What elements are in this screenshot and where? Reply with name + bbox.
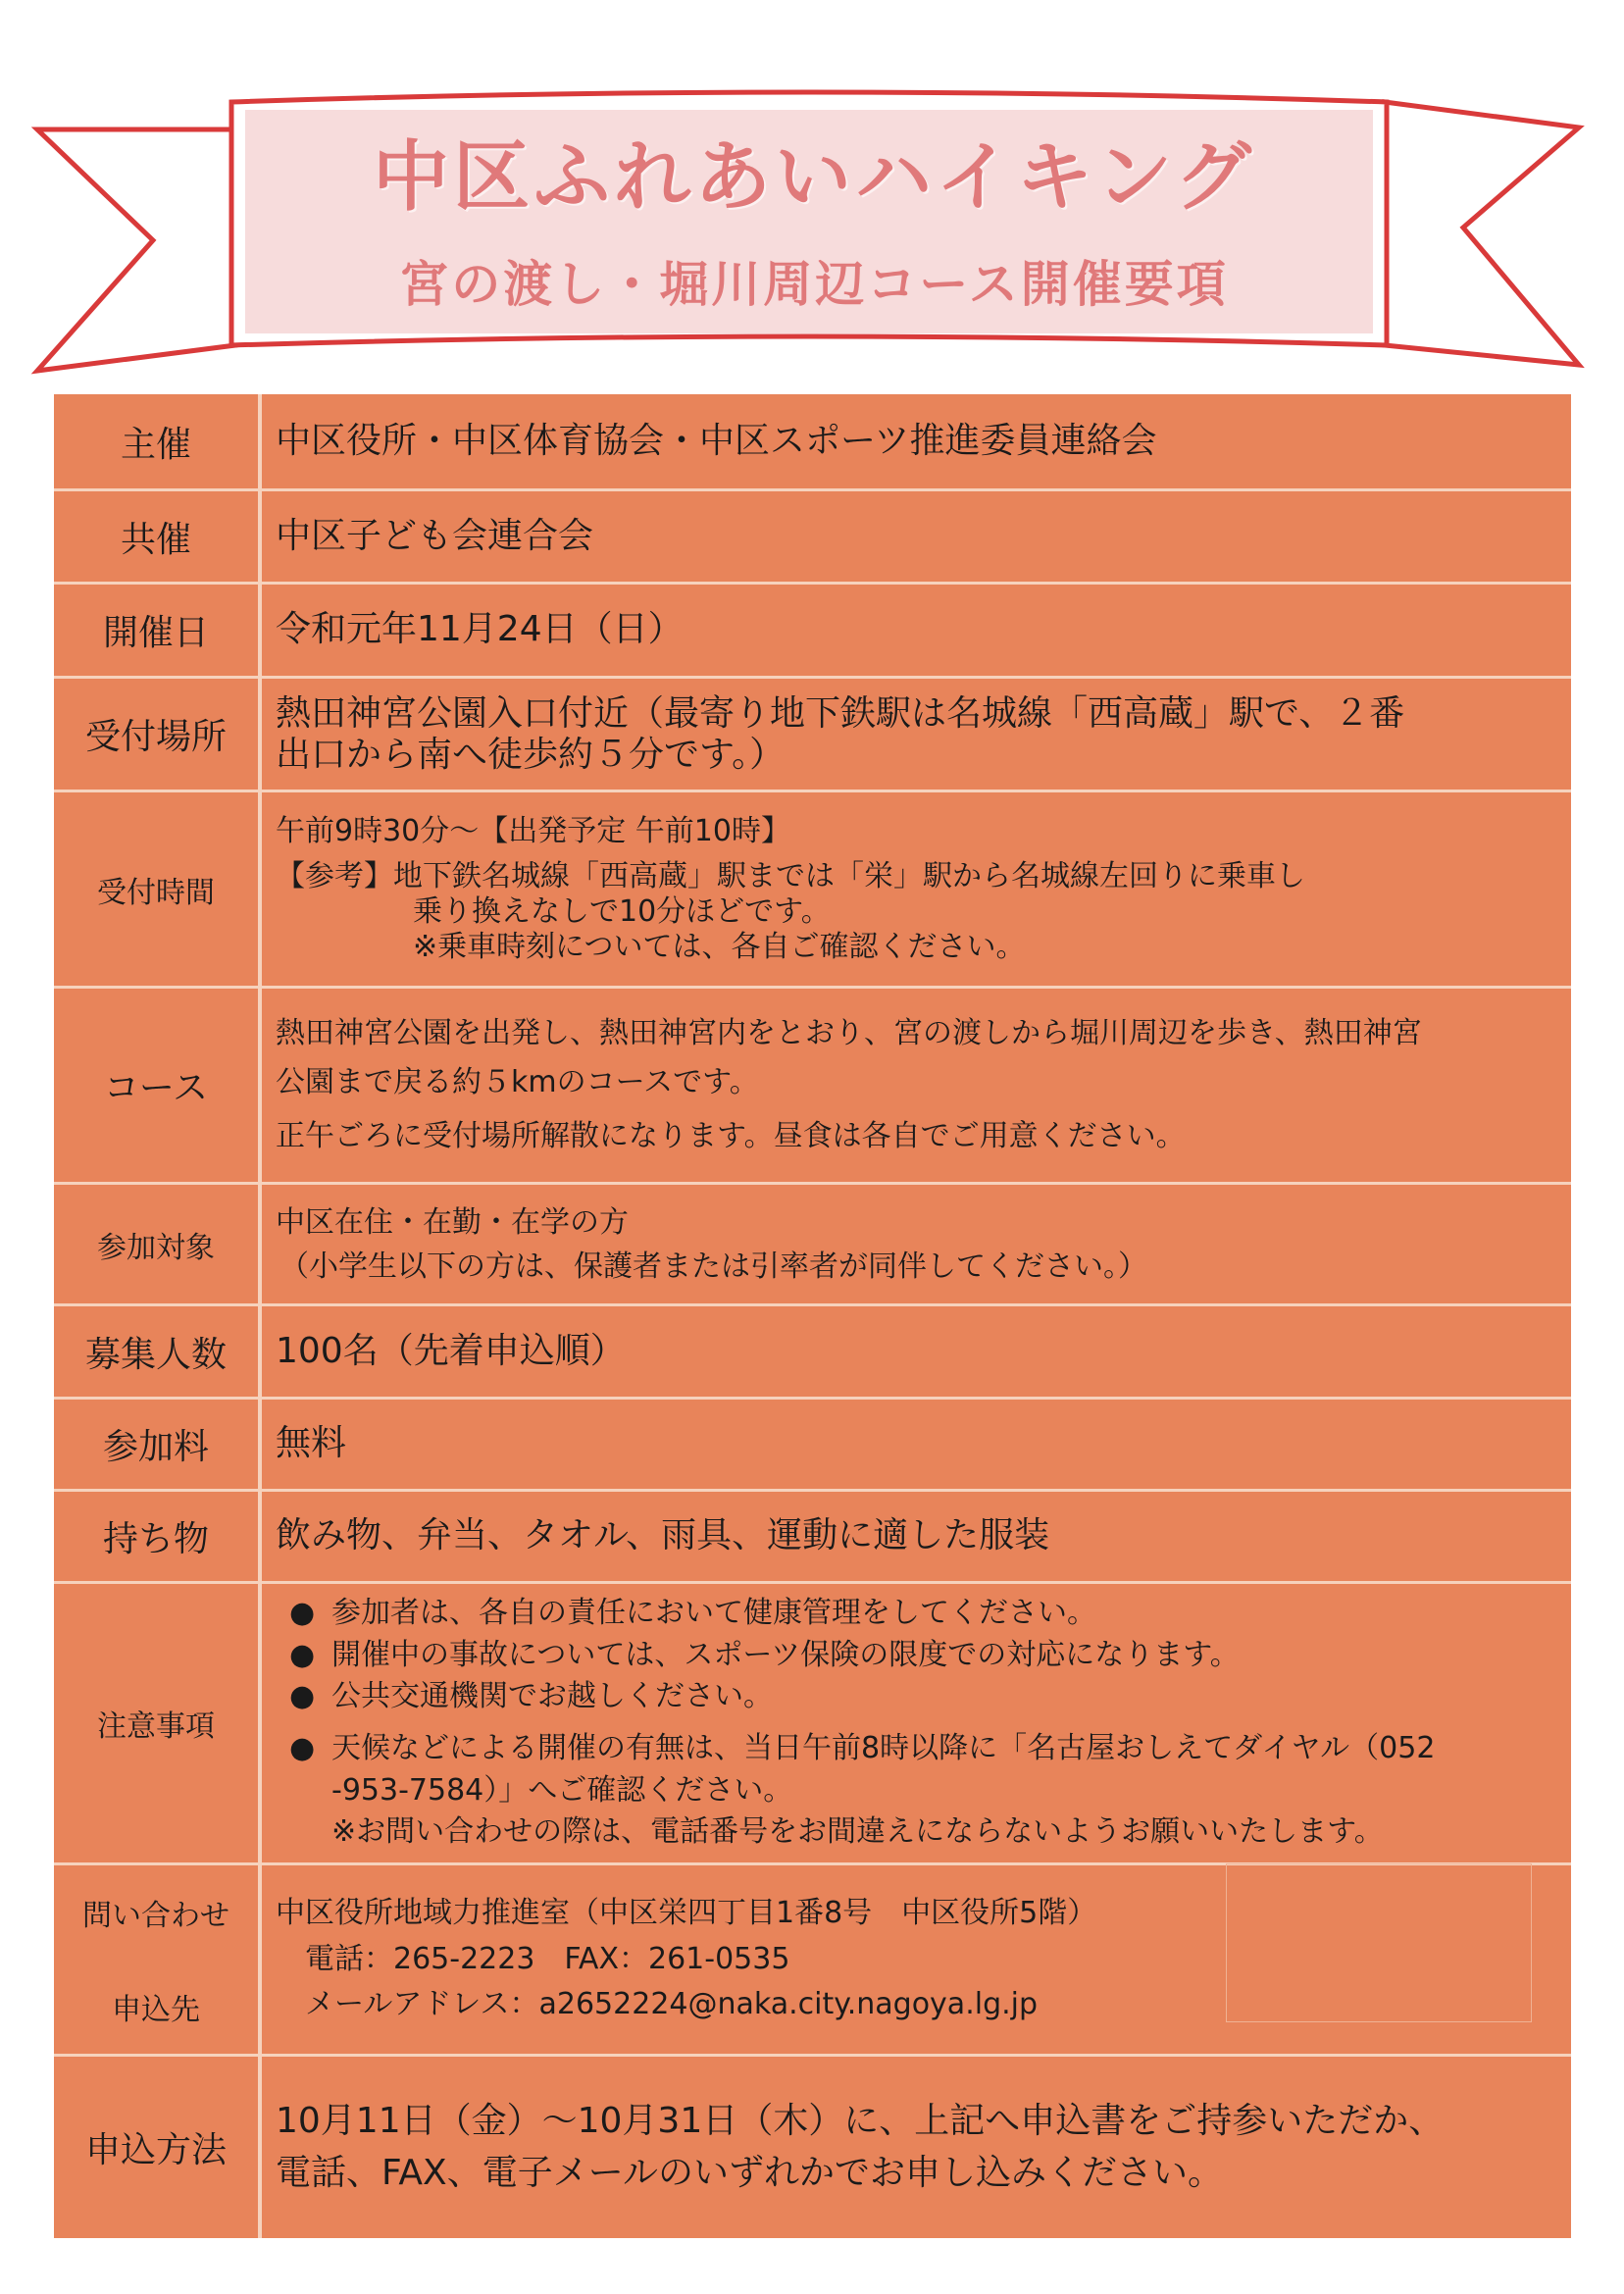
row-fee (54, 1400, 1571, 1492)
capacity-text: 100名（先着申込順） (276, 1330, 626, 1371)
row-label: 開催日 (54, 585, 262, 676)
time-note-line: ※乗車時刻については、各自ご確認ください。 (413, 929, 1026, 964)
row-value (276, 1185, 1551, 1303)
items-text: 飲み物、弁当、タオル、雨具、運動に適した服装 (276, 1515, 1050, 1556)
eligibility-line: 中区在住・在勤・在学の方 (276, 1204, 629, 1240)
ribbon-right-tail (1385, 102, 1579, 365)
contact-phone: 電話：265-2223 FAX：261-0535 (305, 1941, 790, 1976)
apply-line: 電話、FAX、電子メールのいずれかでお申し込みください。 (276, 2152, 1223, 2193)
row-label (54, 1865, 262, 2054)
row-label: 主催 (54, 394, 262, 488)
row-value (276, 1584, 1551, 1862)
venue-line: 出口から南へ徒歩約５分です。） (276, 734, 786, 775)
contact-label: 問い合わせ (82, 1899, 229, 1933)
note-text: 天候などによる開催の有無は、当日午前8時以降に「名古屋おしえてダイヤル（052 (331, 1731, 1436, 1765)
date-text: 令和元年11月24日（日） (276, 609, 684, 650)
fee-text: 無料 (276, 1423, 347, 1464)
time-note-line: 【参考】地下鉄名城線「西高蔵」駅までは「栄」駅から名城線左回りに乗車し (276, 858, 1305, 893)
row-label: 募集人数 (54, 1306, 262, 1397)
time-note-line: 乗り換えなしで10分ほどです。 (413, 893, 831, 929)
note-text: 開催中の事故については、スポーツ保険の限度での対応になります。 (331, 1637, 1240, 1672)
row-label: 参加料 (54, 1400, 262, 1489)
page-subtitle: 宮の渡し・堀川周辺コース開催要項 (399, 256, 1229, 313)
row-eligibility (54, 1185, 1571, 1306)
host-text: 中区役所・中区体育協会・中区スポーツ推進委員連絡会 (276, 420, 1157, 461)
row-label: 参加対象 (54, 1185, 262, 1303)
row-value (276, 585, 1551, 676)
row-label: 共催 (54, 491, 262, 582)
row-course (54, 989, 1571, 1185)
note-item (276, 1676, 1551, 1718)
note-item (276, 1728, 1551, 1770)
note-item (276, 1635, 1551, 1677)
course-line: 公園まで戻る約５kmのコースです。 (276, 1064, 759, 1099)
note-text: 参加者は、各自の責任において健康管理をしてください。 (331, 1596, 1096, 1631)
row-label: 受付時間 (54, 792, 262, 986)
bullet-icon: ● (289, 1637, 316, 1672)
row-label: 持ち物 (54, 1492, 262, 1581)
bullet-icon: ● (289, 1731, 316, 1765)
note-text: 公共交通機関でお越しください。 (331, 1679, 773, 1714)
note-item (276, 1593, 1551, 1635)
row-cohost (54, 491, 1571, 585)
time-line: 午前9時30分～【出発予定 午前10時】 (276, 813, 790, 848)
cohost-text: 中区子ども会連合会 (276, 515, 594, 556)
row-host (54, 394, 1571, 491)
row-items (54, 1492, 1571, 1584)
course-line: 正午ごろに受付場所解散になります。昼食は各自でご用意ください。 (276, 1119, 1186, 1154)
bullet-icon: ● (289, 1596, 316, 1631)
row-capacity (54, 1306, 1571, 1400)
row-value (276, 679, 1551, 790)
row-value (276, 1492, 1551, 1581)
contact-email: メールアドレス：a2652224@naka.city.nagoya.lg.jp (305, 1987, 1039, 2022)
bullet-icon: ● (289, 1679, 316, 1714)
row-date (54, 585, 1571, 679)
row-value (276, 1306, 1551, 1397)
faint-stamp-box (1226, 1863, 1532, 2022)
row-notes (54, 1584, 1571, 1865)
note-continuation: -953-7584）」へご確認ください。 (331, 1772, 793, 1808)
row-label: コース (54, 989, 262, 1182)
contact-line: 中区役所地域力推進室（中区栄四丁目1番8号 中区役所5階） (276, 1896, 1097, 1931)
row-label: 注意事項 (54, 1584, 262, 1862)
page-title: 中区ふれあいハイキング (373, 133, 1255, 222)
row-apply (54, 2057, 1571, 2238)
row-time (54, 792, 1571, 989)
row-value (276, 792, 1551, 986)
eligibility-line: （小学生以下の方は、保護者または引率者が同伴してください。） (279, 1249, 1147, 1284)
row-venue (54, 679, 1571, 792)
venue-line: 熱田神宮公園入口付近（最寄り地下鉄駅は名城線「西高蔵」駅で、２番 (276, 693, 1405, 735)
apply-to-label: 申込先 (112, 1993, 200, 2027)
apply-line: 10月11日（金）～10月31日（木）に、上記へ申込書をご持参いただか、 (276, 2101, 1445, 2142)
row-value (276, 2057, 1551, 2238)
row-label: 受付場所 (54, 679, 262, 790)
row-value (276, 1400, 1551, 1489)
note-continuation: ※お問い合わせの際は、電話番号をお間違えにならないようお願いいたします。 (331, 1814, 1384, 1850)
row-value (276, 491, 1551, 582)
row-label: 申込方法 (54, 2057, 262, 2238)
ribbon-left-tail (37, 129, 235, 371)
course-line: 熱田神宮公園を出発し、熱田神宮内をとおり、宮の渡しから堀川周辺を歩き、熱田神宮 (276, 1016, 1422, 1051)
row-value (276, 989, 1551, 1182)
row-value (276, 394, 1551, 488)
